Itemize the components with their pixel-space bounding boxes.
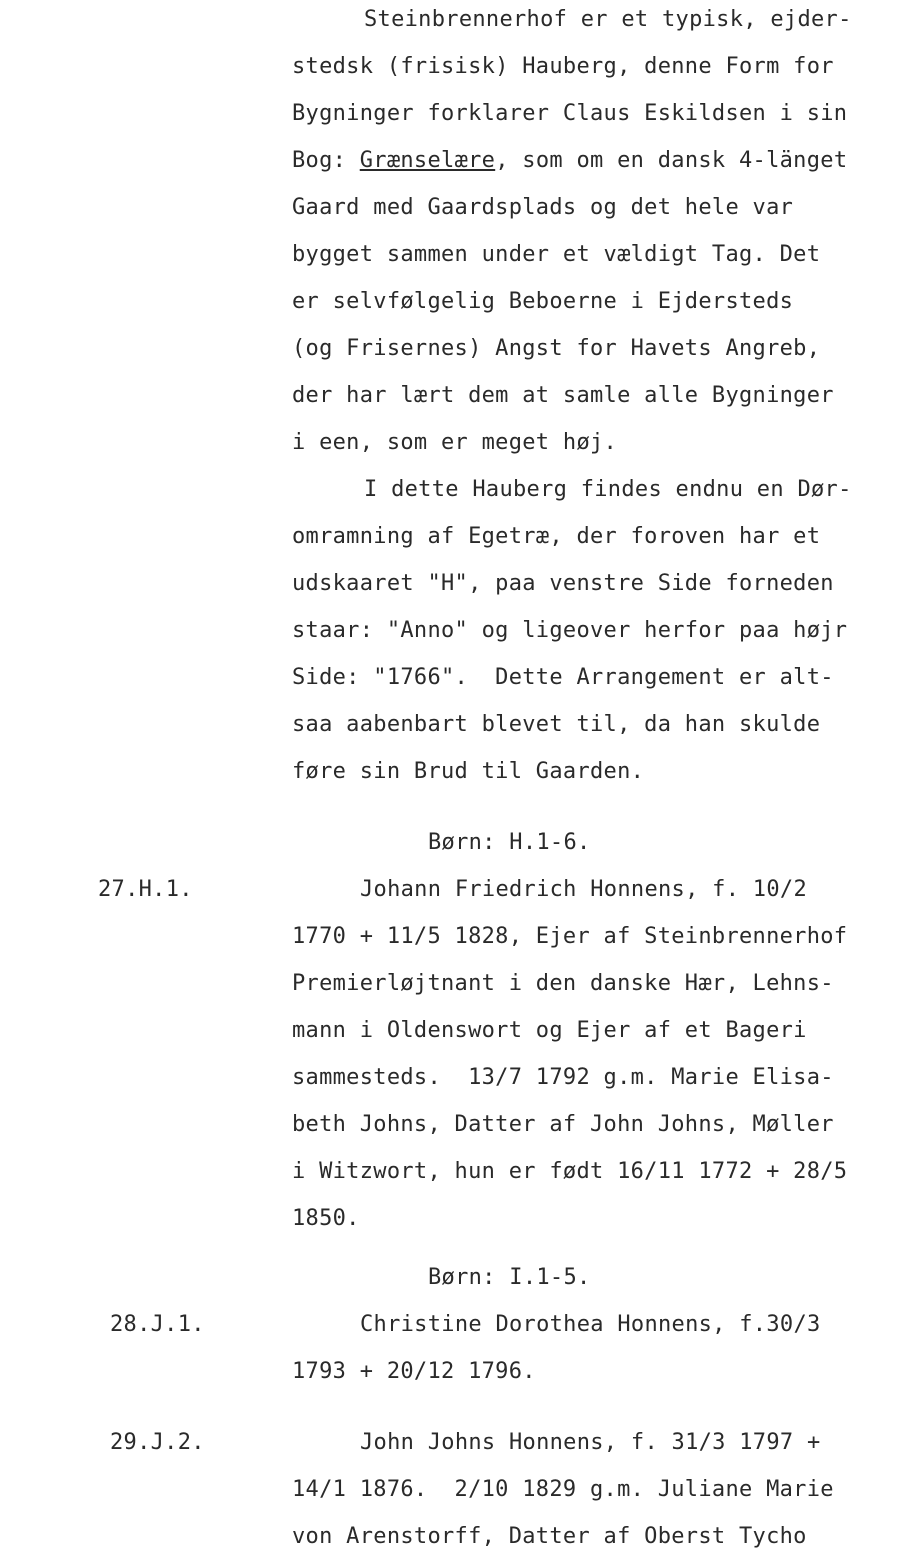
entry-27-line-6: beth Johns, Datter af John Johns, Møller: [292, 1112, 834, 1137]
para2-line-6: saa aabenbart blevet til, da han skulde: [292, 712, 821, 737]
bog-rest: , som om en dansk 4-länget: [495, 148, 848, 173]
entry-27-line-1: Johann Friedrich Honnens, f. 10/2: [360, 877, 807, 902]
intro-line-5: Gaard med Gaardsplads og det hele var: [292, 195, 794, 220]
bog-label: Bog:: [292, 148, 360, 173]
entry-29-label: 29.J.2.: [110, 1430, 205, 1455]
intro-line-10: i een, som er meget høj.: [292, 430, 618, 455]
entry-27-line-8: 1850.: [292, 1206, 360, 1231]
entry-27-line-7: i Witzwort, hun er født 16/11 1772 + 28/5: [292, 1159, 848, 1184]
intro-line-4: [292, 146, 847, 176]
para2-line-2: omramning af Egetræ, der foroven har et: [292, 524, 821, 549]
book-title: Grænselære: [359, 148, 496, 173]
entry-27-line-2: 1770 + 11/5 1828, Ejer af Steinbrennerhof: [292, 924, 848, 949]
intro-line-3: Bygninger forklarer Claus Eskildsen i sin: [292, 101, 848, 126]
entry-29-line-1: John Johns Honnens, f. 31/3 1797 +: [360, 1430, 821, 1455]
intro-line-8: (og Frisernes) Angst for Havets Angreb,: [292, 336, 821, 361]
entry-28-label: 28.J.1.: [110, 1312, 205, 1337]
intro-line-6: bygget sammen under et vældigt Tag. Det: [292, 242, 821, 267]
para2-line-3: udskaaret "H", paa venstre Side forneden: [292, 571, 834, 596]
intro-line-7: er selvfølgelig Beboerne i Ejdersteds: [292, 289, 794, 314]
entry-29-line-3: von Arenstorff, Datter af Oberst Tycho: [292, 1524, 807, 1549]
intro-line-2: stedsk (frisisk) Hauberg, denne Form for: [292, 54, 834, 79]
entry-27-label: 27.H.1.: [98, 877, 193, 902]
para2-line-7: føre sin Brud til Gaarden.: [292, 759, 645, 784]
para2-line-5: Side: "1766". Dette Arrangement er alt-: [292, 665, 834, 690]
born-heading-1: Børn: H.1-6.: [428, 830, 591, 855]
entry-27-line-3: Premierløjtnant i den danske Hær, Lehns-: [292, 971, 834, 996]
entry-28-line-1: Christine Dorothea Honnens, f.30/3: [360, 1312, 821, 1337]
intro-line-1: Steinbrennerhof er et typisk, ejder-: [364, 7, 852, 32]
intro-line-9: der har lært dem at samle alle Bygninger: [292, 383, 834, 408]
entry-28-line-2: 1793 + 20/12 1796.: [292, 1359, 536, 1384]
entry-29-line-2: 14/1 1876. 2/10 1829 g.m. Juliane Marie: [292, 1477, 834, 1502]
para2-line-1: I dette Hauberg findes endnu en Dør-: [364, 477, 852, 502]
entry-27-line-5: sammesteds. 13/7 1792 g.m. Marie Elisa-: [292, 1065, 834, 1090]
para2-line-4: staar: "Anno" og ligeover herfor paa højr: [292, 618, 848, 643]
entry-27-line-4: mann i Oldenswort og Ejer af et Bageri: [292, 1018, 807, 1043]
born-heading-2: Børn: I.1-5.: [428, 1265, 591, 1290]
